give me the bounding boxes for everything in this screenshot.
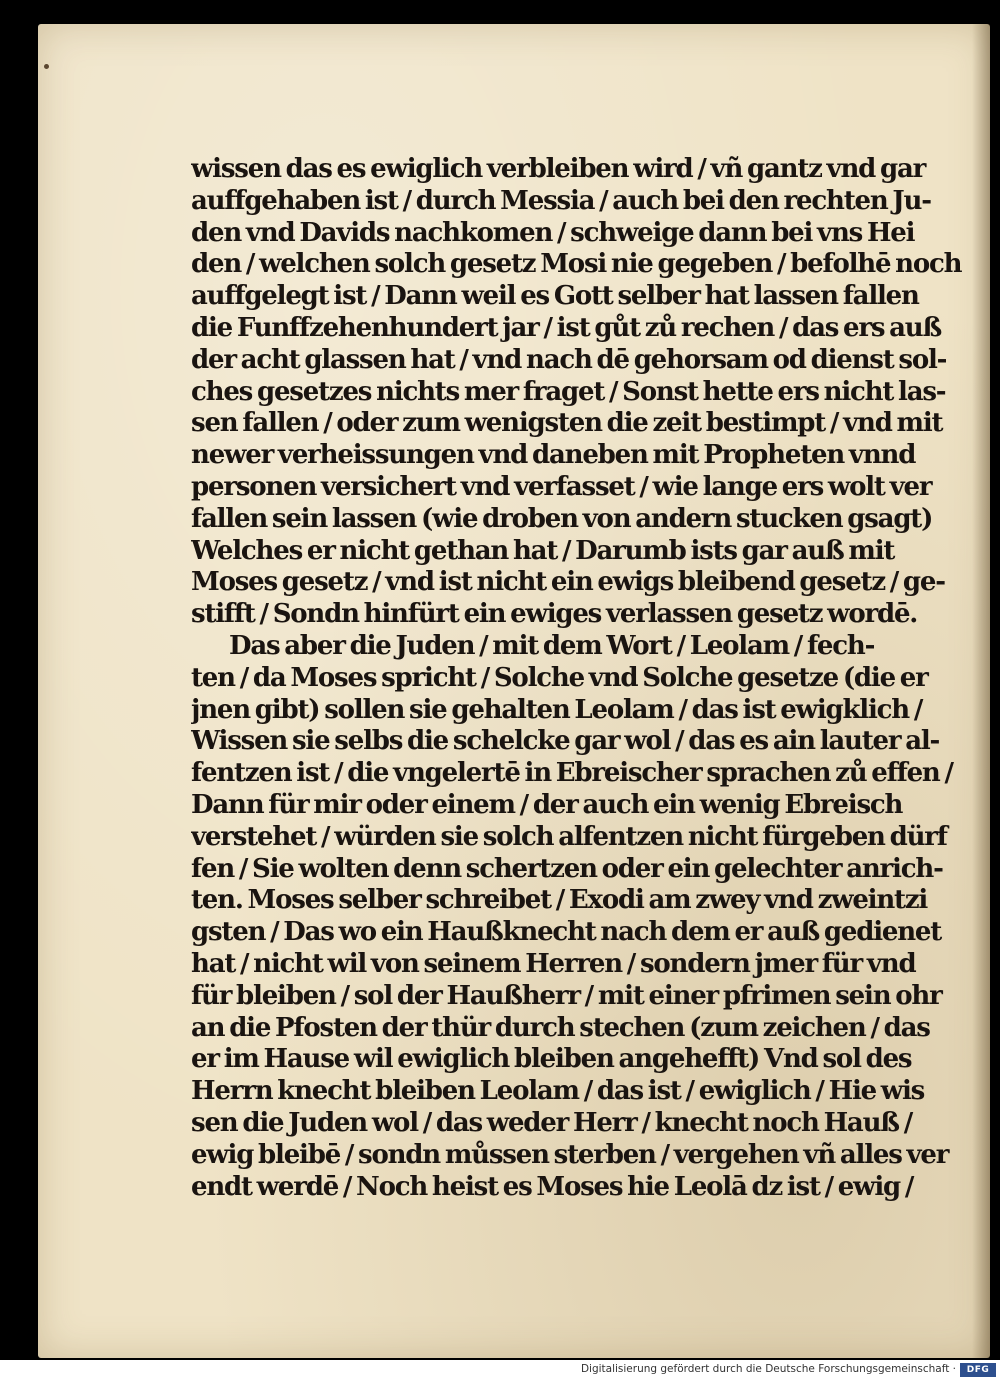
text-line: an die Pfosten der thür durch stechen (zum zeichen / das <box>191 1012 930 1043</box>
funding-credit: Digitalisierung gefördert durch die Deutsche Forschungsgemeinschaft · <box>580 1363 956 1375</box>
text-line: ten. Moses selber schreibet / Exodi am zwey vnd zweintzi <box>191 885 928 916</box>
text-line: fen / Sie wolten denn schertzen oder ein gelechter anrich- <box>191 853 943 884</box>
text-line: verstehet / würden sie solch alfentzen nicht fürgeben dürf <box>191 821 947 852</box>
text-line: fallen sein lassen (wie droben von andern stucken gsagt) <box>191 503 933 534</box>
text-line: Moses gesetz / vnd ist nicht ein ewigs bleibend gesetz / ge- <box>191 567 945 598</box>
text-line: hat / nicht wil von seinem Herren / sondern jmer für vnd <box>191 948 916 979</box>
text-line: endt werdē / Noch heist es Moses hie Leolā dz ist / ewig / <box>191 1171 914 1202</box>
text-line: ewig bleibē / sondn můssen sterben / vergehen vñ alles ver <box>191 1139 949 1170</box>
text-line: der acht glassen hat / vnd nach dē gehorsam od dienst sol- <box>191 344 947 375</box>
text-line: Herrn knecht bleiben Leolam / das ist / ewiglich / Hie wis <box>191 1076 925 1107</box>
text-line: sen fallen / oder zum wenigsten die zeit bestimpt / vnd mit <box>191 408 943 439</box>
text-line: stifft / Sondn hinfürt ein ewiges verlassen gesetz wordē. <box>191 599 918 630</box>
text-line: die Funffzehenhundert jar / ist gůt zů rechen / das ers auß <box>191 312 942 343</box>
text-line: sen die Juden wol / das weder Herr / knecht noch Hauß / <box>191 1107 912 1138</box>
text-line: Wissen sie selbs die schelcke gar wol / das es ain lauter al- <box>191 726 940 757</box>
text-line: fentzen ist / die vngelertē in Ebreischer sprachen zů effen / <box>191 758 953 789</box>
text-line: gsten / Das wo ein Haußknecht nach dem er auß gedienet <box>191 917 942 948</box>
text-line: ches gesetzes nichts mer fraget / Sonst hette ers nicht las- <box>191 376 946 407</box>
text-line: den vnd Davids nachkomen / schweige dann bei vns Hei <box>191 217 915 248</box>
text-line: Dann für mir oder einem / der auch ein wenig Ebreisch <box>191 789 903 820</box>
text-line: ten / da Moses spricht / Solche vnd Solche gesetze (die er <box>191 662 928 693</box>
text-line: er im Hause wil ewiglich bleiben angehefft) Vnd sol des <box>191 1044 912 1075</box>
scanned-page <box>38 24 990 1358</box>
text-line: Welches er nicht gethan hat / Darumb ists gar auß mit <box>191 535 895 566</box>
text-line: personen versichert vnd verfasset / wie lange ers wolt ver <box>191 471 932 502</box>
text-line: jnen gibt) sollen sie gehalten Leolam / das ist ewigklich / <box>191 694 923 725</box>
text-line: Das aber die Juden / mit dem Wort / Leolam / fech- <box>229 630 875 661</box>
page-text-block <box>191 154 971 1234</box>
footer-bar <box>0 1360 1000 1380</box>
page-edge-shadow <box>972 24 990 1358</box>
text-line: den / welchen solch gesetz Mosi nie gegeben / befolhē noch <box>191 249 962 280</box>
text-line: auffgehaben ist / durch Messia / auch bei den rechten Ju- <box>191 185 931 216</box>
text-line: wissen das es ewiglich verbleiben wird / vñ gantz vnd gar <box>191 154 926 184</box>
page-speck <box>44 64 49 69</box>
text-line: auffgelegt ist / Dann weil es Gott selber hat lassen fallen <box>191 281 919 312</box>
text-line: für bleiben / sol der Haußherr / mit einer pfrimen sein ohr <box>191 980 942 1011</box>
dfg-logo-icon: DFG <box>960 1363 996 1377</box>
text-line: newer verheissungen vnd daneben mit Propheten vnnd <box>191 440 916 471</box>
